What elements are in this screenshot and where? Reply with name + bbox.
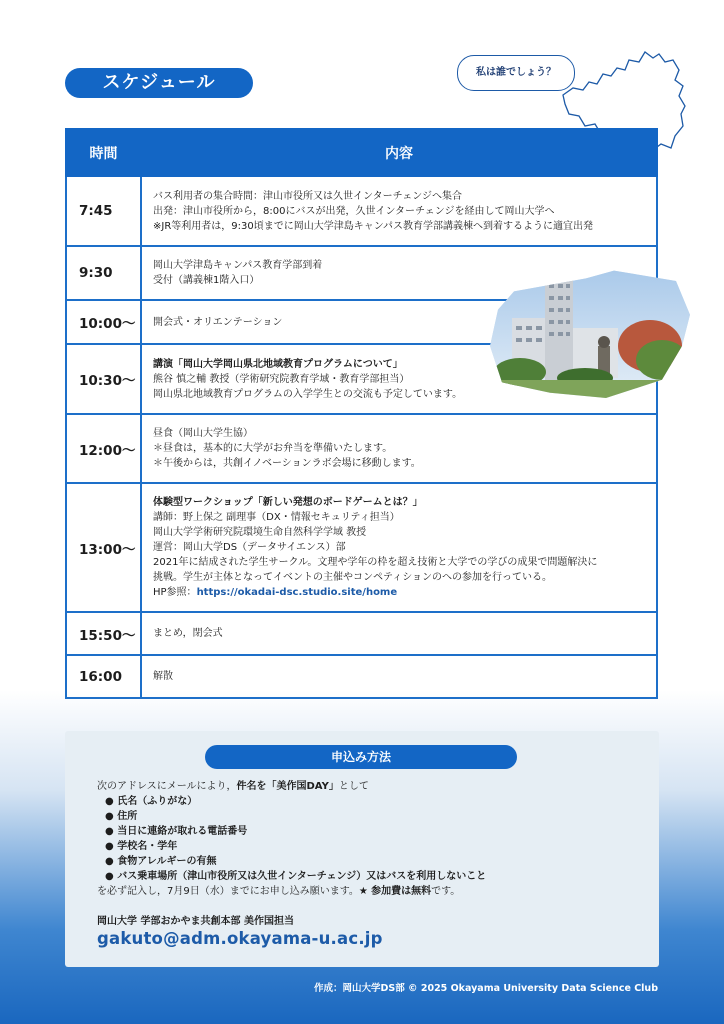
content-line: バス利用者の集合時間：津山市役所又は久世インターチェンジへ集合 <box>153 190 463 202</box>
hp-label: HP参照： <box>153 587 197 598</box>
content-line: 熊谷 慎之輔 教授（学術研究院教育学域・教育学部担当） <box>153 373 410 385</box>
application-closing <box>97 884 637 899</box>
content-line: 岡山県北地域教育プログラムの入学学生との交流も予定しています。 <box>153 388 463 400</box>
content-line: 昼食（岡山大学生協） <box>153 428 253 439</box>
speech-bubble: 私は誰でしょう？ <box>457 55 575 91</box>
requirement-item: ● 当日に連絡が取れる電話番号 <box>105 826 248 837</box>
content-line: 出発：津山市役所から，8:00にバスが出発，久世インターチェンジを経由して岡山大学へ <box>153 205 555 217</box>
content-line: 開会式・オリエンテーション <box>153 316 283 328</box>
table-row <box>66 612 657 655</box>
application-section <box>65 731 659 967</box>
application-text <box>97 779 637 899</box>
content-line: 解散 <box>153 671 173 682</box>
lecture-title: 講演「岡山大学岡山県北地域教育プログラムについて」 <box>153 358 403 370</box>
requirement-item: ● 学校名・学年 <box>105 841 178 852</box>
row-time: 10:30〜 <box>66 344 141 414</box>
schedule-table <box>65 128 658 699</box>
row-content <box>141 612 657 655</box>
row-content <box>141 176 657 246</box>
row-time: 16:00 <box>66 655 141 698</box>
table-row <box>66 655 657 698</box>
column-header-content: 内容 <box>141 129 657 176</box>
content-line: 2021年に結成された学生サークル。文理や学年の枠を超え技術と大学での学びの成果で問題解決に <box>153 557 598 568</box>
free-fee-note: 参加費は無料 <box>371 886 432 897</box>
row-time: 9:30 <box>66 246 141 300</box>
footer-credit: 作成：岡山大学DS部 © 2025 Okayama University Data Science Club <box>314 983 658 994</box>
page-title: スケジュール <box>65 68 253 98</box>
column-header-time: 時間 <box>66 129 141 176</box>
row-time: 13:00〜 <box>66 483 141 612</box>
content-line: 講師：野上保之 副理事（DX・情報セキュリティ担当） <box>153 512 400 523</box>
intro-subject: 件名を「美作国DAY」 <box>236 781 339 792</box>
application-title: 申込み方法 <box>205 745 517 769</box>
row-time: 10:00〜 <box>66 300 141 344</box>
content-line: 岡山大学津島キャンパス教育学部到着 <box>153 260 323 271</box>
row-time: 15:50〜 <box>66 612 141 655</box>
table-row <box>66 483 657 612</box>
row-time: 12:00〜 <box>66 414 141 483</box>
workshop-title: 体験型ワークショップ「新しい発想のボードゲームとは？」 <box>153 497 423 508</box>
requirement-item: ● 氏名（ふりがな） <box>105 796 198 807</box>
requirement-item: ● バス乗車場所（津山市役所又は久世インターチェンジ）又はバスを利用しないこと <box>105 871 487 882</box>
hp-link[interactable]: https://okadai-dsc.studio.site/home <box>196 587 398 598</box>
row-time: 7:45 <box>66 176 141 246</box>
content-line: 挑戦。学生が主体となってイベントの主催やコンペティションのへの参加を行っている。 <box>153 572 552 583</box>
row-content <box>141 414 657 483</box>
intro-text-end: として <box>338 781 369 792</box>
table-row <box>66 414 657 483</box>
content-line: ＊午後からは，共創イノベーションラボ会場に移動します。 <box>153 458 421 469</box>
closing-text-end: です。 <box>431 886 461 897</box>
closing-text: を必ず記入し，7月9日（水）までにお申し込み願います。★ <box>97 886 372 897</box>
requirement-item: ● 食物アレルギーの有無 <box>105 856 217 867</box>
table-row <box>66 176 657 246</box>
requirement-item: ● 住所 <box>105 811 138 822</box>
intro-text: 次のアドレスにメールにより， <box>97 781 237 792</box>
contact-email-link[interactable]: gakuto@adm.okayama-u.ac.jp <box>97 929 383 948</box>
application-intro <box>97 779 637 794</box>
content-line: 岡山大学学術研究院環境生命自然科学学域 教授 <box>153 527 367 538</box>
contact-organization: 岡山大学 学部おかやま共創本部 美作国担当 <box>97 916 294 927</box>
row-content <box>141 483 657 612</box>
content-line: 運営：岡山大学DS（データサイエンス）部 <box>153 542 346 553</box>
content-line: 受付（講義棟1階入口） <box>153 275 260 286</box>
row-content <box>141 655 657 698</box>
content-line: ＊昼食は，基本的に大学がお弁当を準備いたします。 <box>153 443 393 454</box>
hp-line <box>153 585 646 600</box>
content-line: まとめ，閉会式 <box>153 628 223 639</box>
content-line: ※JR等利用者は，9:30頃までに岡山大学津島キャンパス教育学部講義棟へ到着するように適宜出発 <box>153 220 594 232</box>
